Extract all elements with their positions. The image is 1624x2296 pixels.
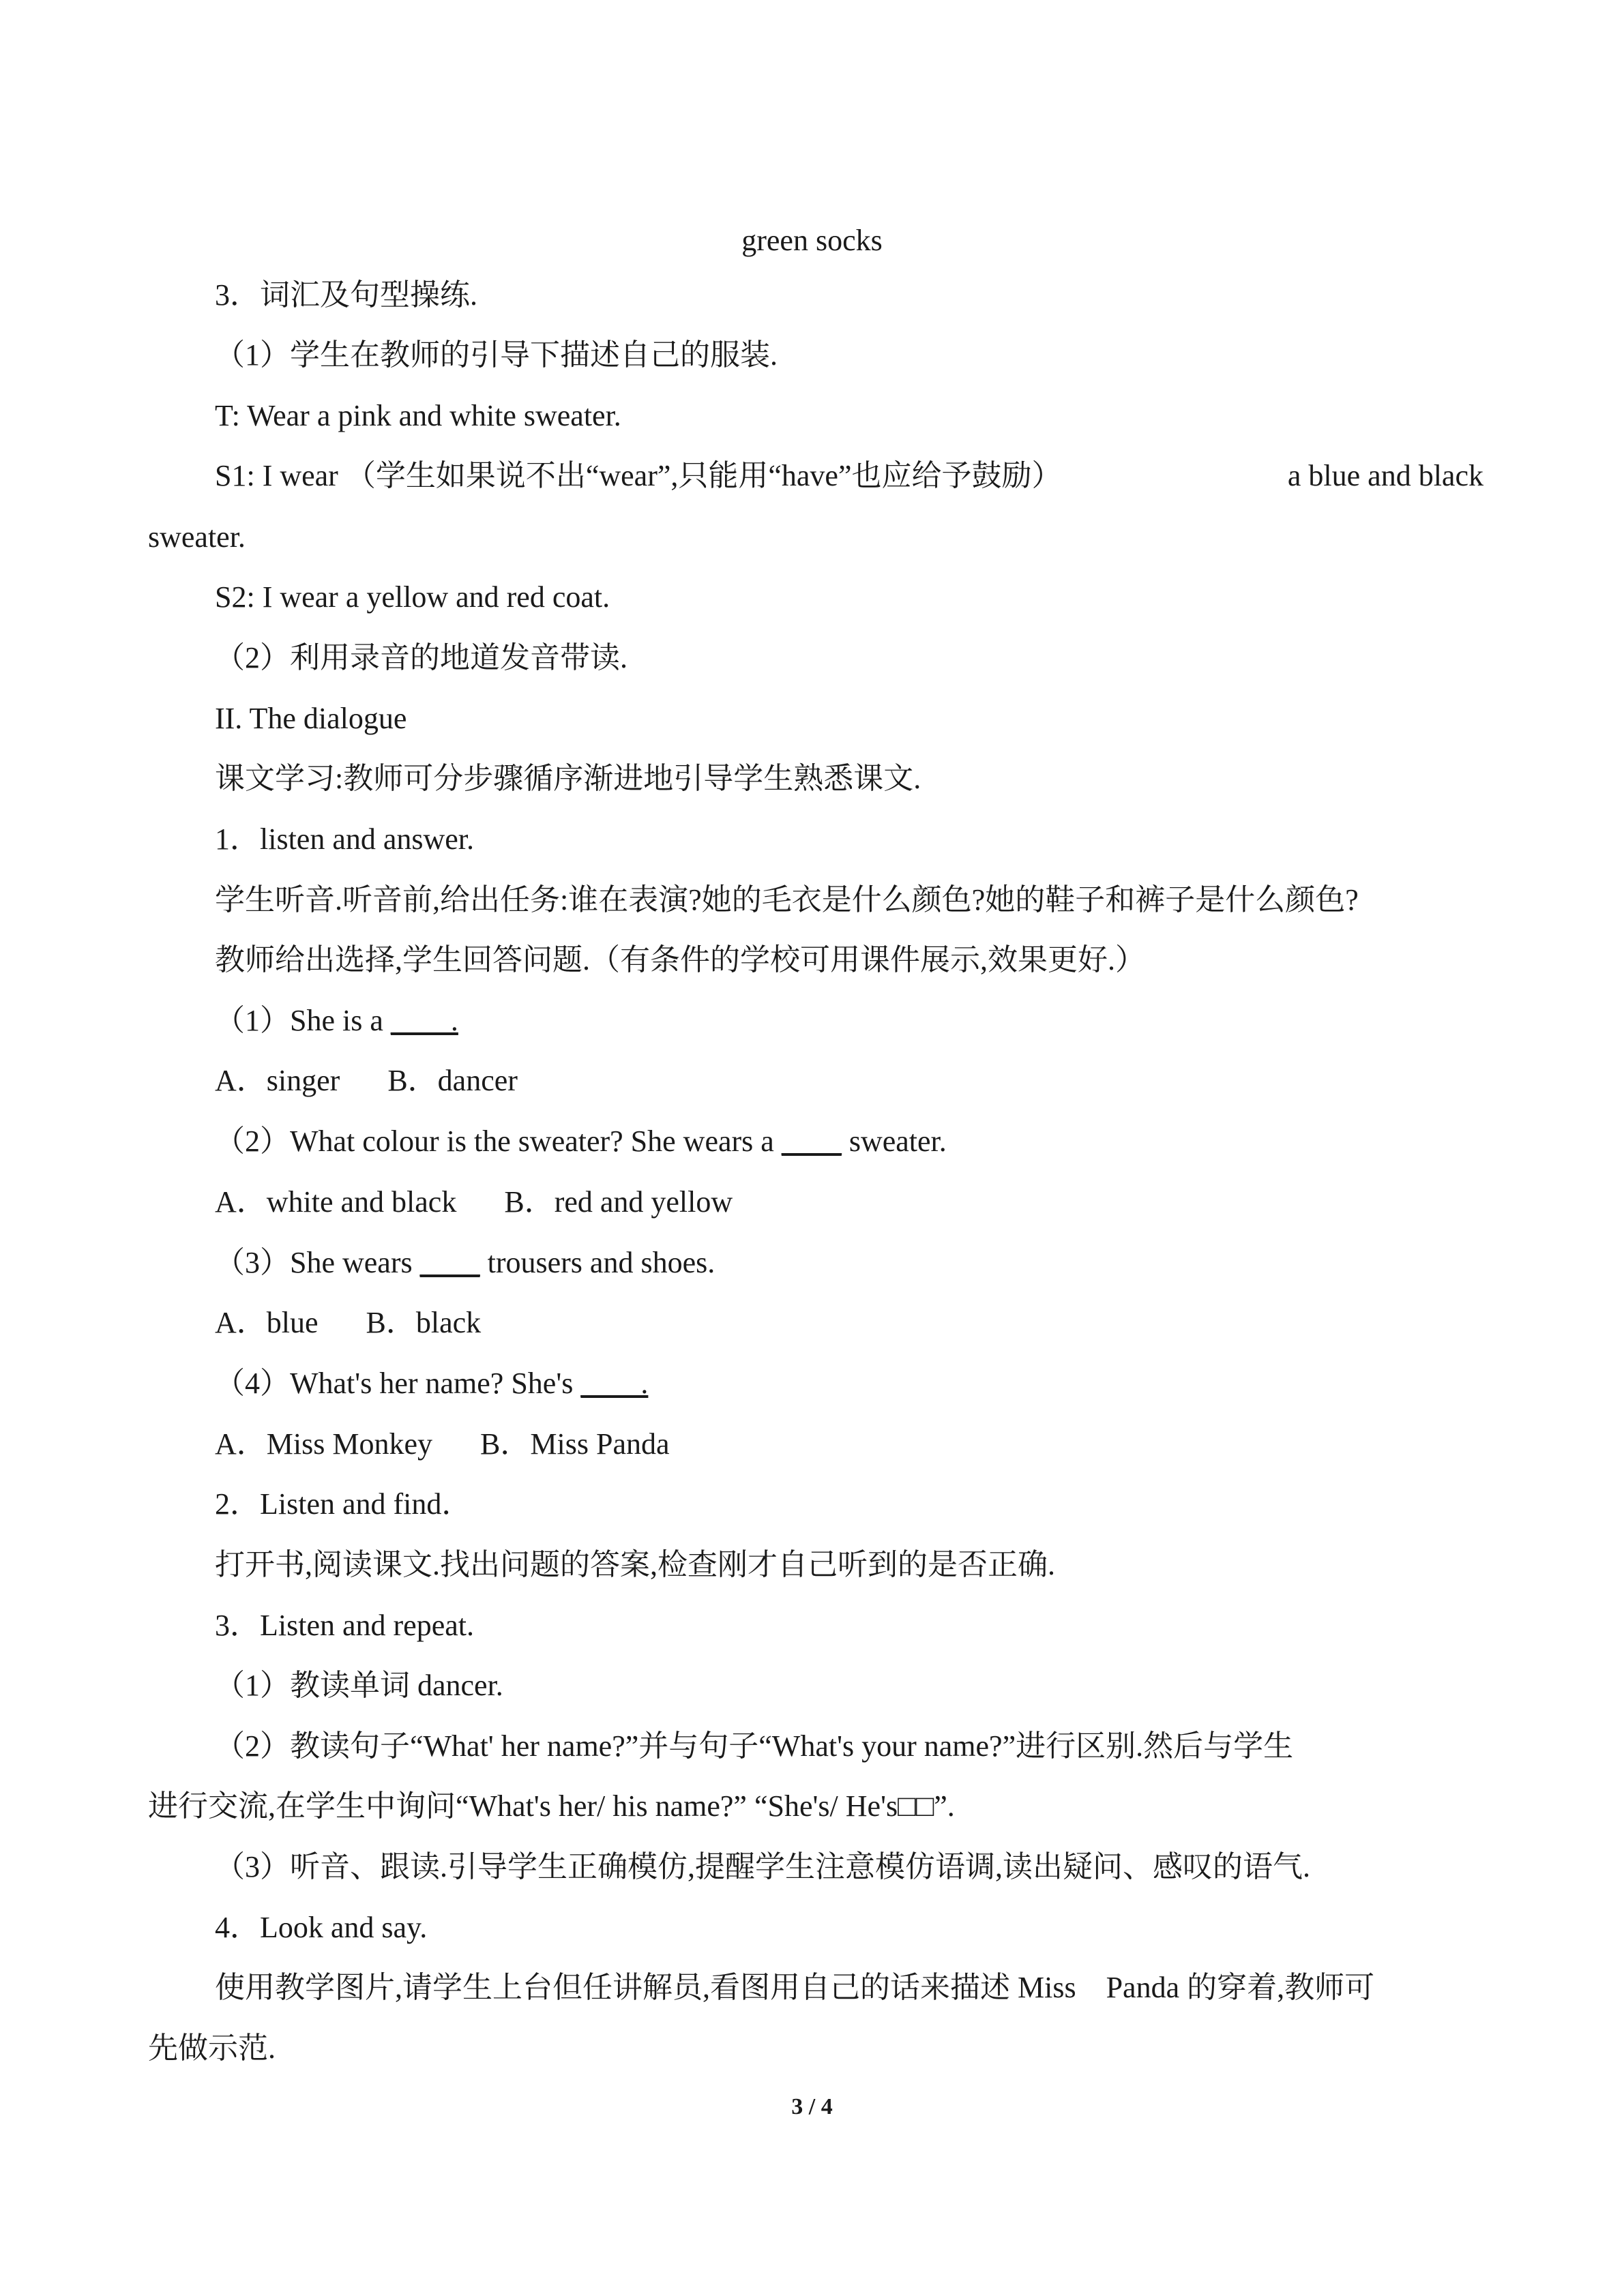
teach-sentence: （2）教读句子“What' her name?”并与句子“What's your name?”进行区别.然后与学生 xyxy=(215,1729,1294,1763)
options-1 xyxy=(215,1060,518,1101)
options-3 xyxy=(215,1302,481,1343)
step-recording: （2）利用录音的地道发音带读. xyxy=(215,641,628,674)
question-2-text: （2）What colour is the sweater? She wears a xyxy=(215,1124,782,1158)
dialogue-s1-part1: S1: I wear （学生如果说不出“wear”,只能用“have”也应给予鼓励） xyxy=(215,459,1062,492)
teacher-choices: 教师给出选择,学生回答问题.（有条件的学校可用课件展示,效果更好.） xyxy=(215,943,1145,976)
step-look-say: 4．Look and say. xyxy=(215,1911,428,1944)
teach-sentence-continued: 进行交流,在学生中询问“What's her/ his name?” “She's/ He's□□”. xyxy=(148,1789,955,1823)
step-listen-repeat: 3．Listen and repeat. xyxy=(215,1609,474,1642)
dialogue-teacher: T: Wear a pink and white sweater. xyxy=(215,399,621,432)
option-1a: A．singer xyxy=(215,1064,340,1097)
question-1-blank: ____. xyxy=(390,1004,458,1037)
question-3-blank: ____ xyxy=(419,1246,480,1279)
step-listen-answer: 1．listen and answer. xyxy=(215,822,475,856)
option-4b: B．Miss Panda xyxy=(480,1427,670,1461)
options-2 xyxy=(215,1182,733,1223)
options-4 xyxy=(215,1424,670,1465)
question-3-text: （3）She wears xyxy=(215,1246,420,1279)
dialogue-s1-continued: sweater. xyxy=(148,520,246,554)
question-4 xyxy=(215,1363,648,1404)
question-1 xyxy=(215,1000,458,1041)
option-3a: A．blue xyxy=(215,1306,319,1339)
question-3 xyxy=(215,1242,715,1283)
question-2 xyxy=(215,1121,947,1162)
option-1b: B．dancer xyxy=(387,1064,518,1097)
question-4-blank: ____. xyxy=(580,1367,649,1400)
heading-green-socks: green socks xyxy=(741,224,883,257)
section-dialogue: II. The dialogue xyxy=(215,702,407,735)
question-1-text: （1）She is a xyxy=(215,1004,391,1037)
teach-word-dancer: （1）教读单词 dancer. xyxy=(215,1669,503,1702)
open-book-instruction: 打开书,阅读课文.找出问题的答案,检查刚才自己听到的是否正确. xyxy=(215,1548,1055,1581)
option-3b: B．black xyxy=(366,1306,482,1339)
option-2a: A．white and black xyxy=(215,1185,457,1219)
dialogue-s1-part2: a blue and black xyxy=(1287,459,1483,492)
page-number: 3 / 4 xyxy=(791,2094,833,2119)
dialogue-s2: S2: I wear a yellow and red coat. xyxy=(215,580,610,614)
step-listen-find: 2．Listen and find． xyxy=(215,1487,472,1521)
option-2b: B．red and yellow xyxy=(504,1185,733,1219)
use-pictures-continued: 先做示范. xyxy=(148,2031,276,2065)
listening-task: 学生听音.听音前,给出任务:谁在表演?她的毛衣是什么颜色?她的鞋子和裤子是什么颜色? xyxy=(215,883,1359,916)
question-3-end: trousers and shoes. xyxy=(479,1246,715,1279)
question-2-blank: ____ xyxy=(781,1124,842,1158)
text-learning: 课文学习:教师可分步骤循序渐进地引导学生熟悉课文. xyxy=(215,762,921,795)
dialogue-s1 xyxy=(215,456,1483,496)
step-describe-clothes: （1）学生在教师的引导下描述自己的服装. xyxy=(215,338,778,372)
use-pictures: 使用教学图片,请学生上台但任讲解员,看图用自己的话来描述 Miss Panda 的穿着,教师可 xyxy=(215,1971,1375,2004)
listen-follow-read: （3）听音、跟读.引导学生正确模仿,提醒学生注意模仿语调,读出疑问、感叹的语气. xyxy=(215,1850,1310,1883)
question-2-end: sweater. xyxy=(841,1124,947,1158)
section-vocab-drill: 3．词汇及句型操练. xyxy=(215,278,477,312)
question-4-text: （4）What's her name? She's xyxy=(215,1367,581,1400)
option-4a: A．Miss Monkey xyxy=(215,1427,433,1461)
